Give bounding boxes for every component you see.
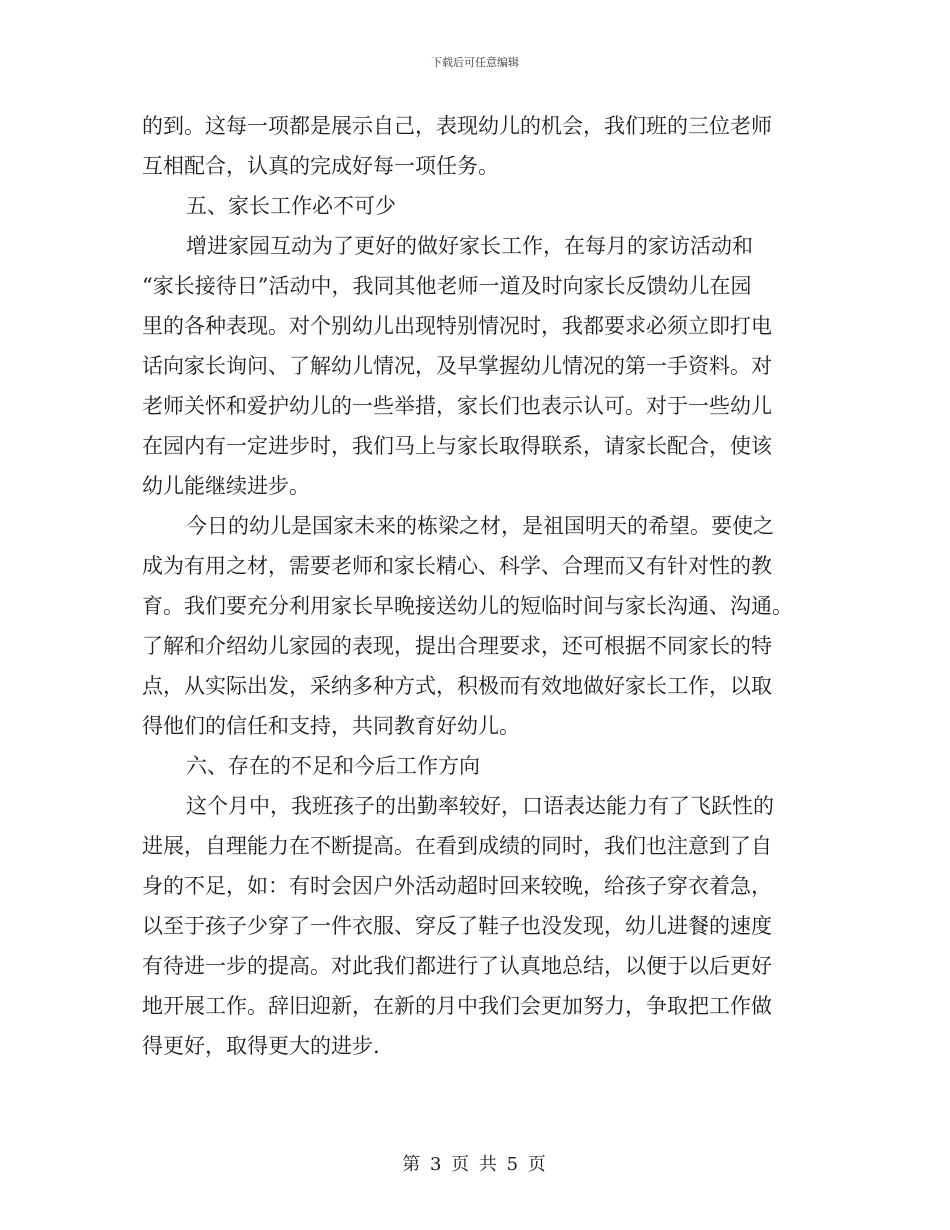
body-line: 有待进一步的提高。对此我们都进行了认真地总结，以便于以后更好 [142, 954, 772, 978]
body-line: 点，从实际出发，采纳多种方式，积极而有效地做好家长工作，以取 [142, 674, 772, 698]
body-line: 得更好，取得更大的进步. [142, 1034, 380, 1058]
body-line: 身的不足，如：有时会因户外活动超时回来较晚，给孩子穿衣着急， [142, 874, 772, 898]
body-line: 老师关怀和爱护幼儿的一些举措，家长们也表示认可。对于一些幼儿 [142, 394, 772, 418]
body-line: 话向家长询问、了解幼儿情况，及早掌握幼儿情况的第一手资料。对 [142, 354, 772, 378]
body-line: 这个月中，我班孩子的出勤率较好，口语表达能力有了飞跃性的 [186, 794, 774, 818]
body-line: 成为有用之材，需要老师和家长精心、科学、合理而又有针对性的教 [142, 554, 772, 578]
body-line: 得他们的信任和支持，共同教育好幼儿。 [142, 714, 520, 738]
body-line: 互相配合，认真的完成好每一项任务。 [142, 154, 499, 178]
body-line: 以至于孩子少穿了一件衣服、穿反了鞋子也没发现，幼儿进餐的速度 [142, 914, 772, 938]
body-line: 地开展工作。辞旧迎新，在新的月中我们会更加努力，争取把工作做 [142, 994, 772, 1018]
body-line: 的到。这每一项都是展示自己，表现幼儿的机会，我们班的三位老师 [142, 114, 772, 138]
page-number: 第 3 页 共 5 页 [402, 1154, 548, 1175]
document-body [142, 106, 814, 1066]
body-line: 育。我们要充分利用家长早晚接送幼儿的短临时间与家长沟通、沟通。 [142, 594, 793, 618]
body-line: 了解和介绍幼儿家园的表现，提出合理要求，还可根据不同家长的特 [142, 634, 772, 658]
section-heading: 六、存在的不足和今后工作方向 [186, 754, 480, 778]
body-line: 在园内有一定进步时，我们马上与家长取得联系，请家长配合，使该 [142, 434, 772, 458]
page-header: 下载后可任意编辑 [431, 56, 519, 69]
body-line: 增进家园互动为了更好的做好家长工作，在每月的家访活动和 [186, 234, 753, 258]
body-line: 今日的幼儿是国家未来的栋梁之材，是祖国明天的希望。要使之 [186, 514, 774, 538]
body-line: 里的各种表现。对个别幼儿出现特别情况时，我都要求必须立即打电 [142, 314, 772, 338]
body-line: 幼儿能继续进步。 [142, 474, 310, 498]
body-line: “家长接待日”活动中，我同其他老师一道及时向家长反馈幼儿在园 [142, 274, 752, 298]
section-heading: 五、家长工作必不可少 [186, 194, 396, 218]
body-line: 进展，自理能力在不断提高。在看到成绩的同时，我们也注意到了自 [142, 834, 772, 858]
